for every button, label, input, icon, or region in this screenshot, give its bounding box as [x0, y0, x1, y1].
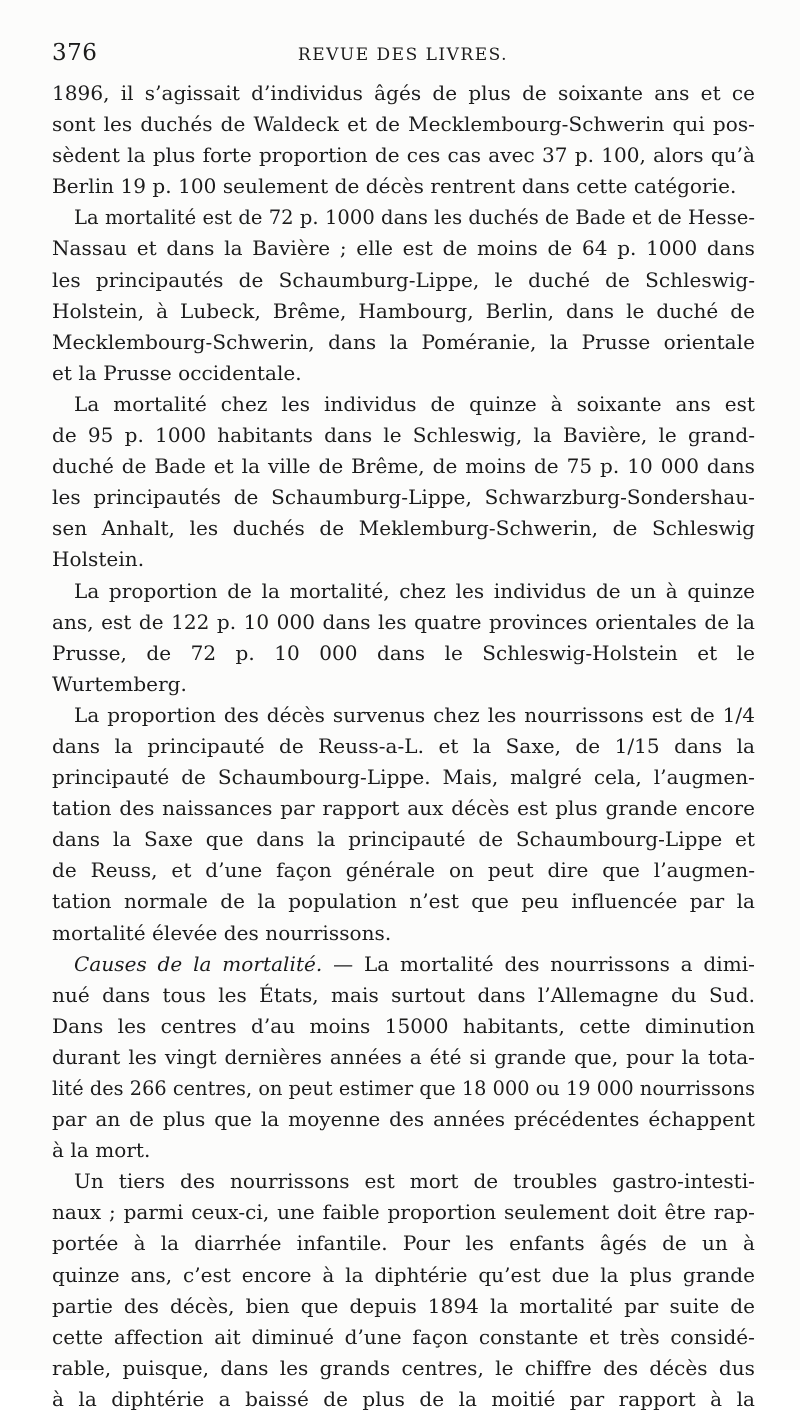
text-line: Dans les centres d’au moins 15000 habitants, cette diminution: [52, 1013, 755, 1038]
text-line: ans, est de 122 p. 10 000 dans les quatre provinces orientales de la: [52, 609, 755, 634]
text-line: Prusse, de 72 p. 10 000 dans le Schleswig-Holstein et le: [52, 640, 755, 665]
page-number: 376: [52, 40, 98, 66]
text-line: 1896, il s’agissait d’individus âgés de plus de soixante ans et ce: [52, 81, 755, 105]
text-line: les principautés de Schaumburg-Lippe, le duché de Schleswig-: [52, 267, 755, 292]
text-line: portée à la diarrhée infantile. Pour les enfants âgés de un à: [52, 1231, 755, 1256]
text-line: naux ; parmi ceux-ci, une faible proportion seulement doit être rap-: [52, 1200, 755, 1225]
text-line: tation des naissances par rapport aux décès est plus grande encore: [52, 796, 755, 821]
text-line: sèdent la plus forte proportion de ces cas avec 37 p. 100, alors qu’à: [52, 143, 755, 168]
text-line: à la mort.: [52, 1138, 151, 1163]
text-line: La proportion des décès survenus chez les nourrissons est de 1/4: [74, 702, 755, 727]
text-line: rable, puisque, dans les grands centres, le chiffre des décès dus: [52, 1355, 755, 1380]
text-line: La mortalité est de 72 p. 1000 dans les duchés de Bade et de Hesse-: [74, 206, 755, 230]
text-line: duché de Bade et la ville de Brême, de moins de 75 p. 10 000 dans: [52, 454, 755, 479]
text-line: La mortalité chez les individus de quinze à soixante ans est: [74, 391, 755, 416]
body-text: [52, 78, 755, 1415]
text-line: lité des 266 centres, on peut estimer que 18 000 ou 19 000 nourrissons: [52, 1077, 755, 1100]
text-line: nué dans tous les États, mais surtout dans l’Allemagne du Sud.: [52, 982, 755, 1007]
text-line: dans la Saxe que dans la principauté de Schaumbourg-Lippe et: [52, 827, 755, 852]
section-line: [52, 949, 755, 980]
text-line: Holstein, à Lubeck, Brême, Hambourg, Berlin, dans le duché de: [52, 298, 755, 323]
text-line: de 95 p. 1000 habitants dans le Schleswig, la Bavière, le grand-: [52, 423, 755, 448]
page-header: [52, 38, 754, 72]
text-line: les principautés de Schaumburg-Lippe, Schwarzburg-Sondershau-: [52, 485, 755, 510]
text-line: partie des décès, bien que depuis 1894 la mortalité par suite de: [52, 1293, 755, 1318]
text-line: principauté de Schaumbourg-Lippe. Mais, malgré cela, l’augmen-: [52, 765, 755, 790]
text-line: sen Anhalt, les duchés de Meklemburg-Schwerin, de Schleswig: [52, 516, 755, 541]
text-line: Holstein.: [52, 547, 145, 572]
text-line: dans la principauté de Reuss-a-L. et la Saxe, de 1/15 dans la: [52, 733, 755, 758]
text-line: quinze ans, c’est encore à la diphtérie qu’est due la plus grande: [52, 1262, 755, 1287]
text-line: La proportion de la mortalité, chez les individus de un à quinze: [74, 578, 755, 603]
running-title: REVUE DES LIVRES.: [297, 45, 509, 65]
text-line: de Reuss, et d’une façon générale on peut dire que l’augmen-: [52, 858, 755, 883]
text-line: Un tiers des nourrissons est mort de troubles gastro-intesti-: [74, 1169, 755, 1194]
text-line: et la Prusse occidentale.: [52, 360, 302, 385]
text-line: Mecklembourg-Schwerin, dans la Poméranie, la Prusse orientale: [52, 329, 755, 354]
text-line: tation normale de la population n’est que peu influencée par la: [52, 889, 755, 914]
text-line: mortalité élevée des nourrissons.: [52, 920, 392, 945]
text-line: durant les vingt dernières années a été si grande que, pour la tota-: [52, 1044, 755, 1069]
text-line: sont les duchés de Waldeck et de Mecklembourg-Schwerin qui pos-: [52, 112, 755, 137]
text-line: à la diphtérie a baissé de plus de la moitié par rapport à la: [52, 1386, 755, 1411]
text-line: Berlin 19 p. 100 seulement de décès rentrent dans cette catégorie.: [52, 174, 737, 199]
text-line: par an de plus que la moyenne des années précédentes échappent: [52, 1107, 755, 1132]
section-heading: Causes de la mortalité.: [74, 951, 323, 976]
text-line: Wurtemberg.: [52, 671, 187, 696]
section-line-text: — La mortalité des nourrissons a dimi-: [333, 951, 755, 976]
text-line: Nassau et dans la Bavière ; elle est de moins de 64 p. 1000 dans: [52, 236, 755, 261]
text-line: cette affection ait diminué d’une façon constante et très considé-: [52, 1324, 755, 1349]
